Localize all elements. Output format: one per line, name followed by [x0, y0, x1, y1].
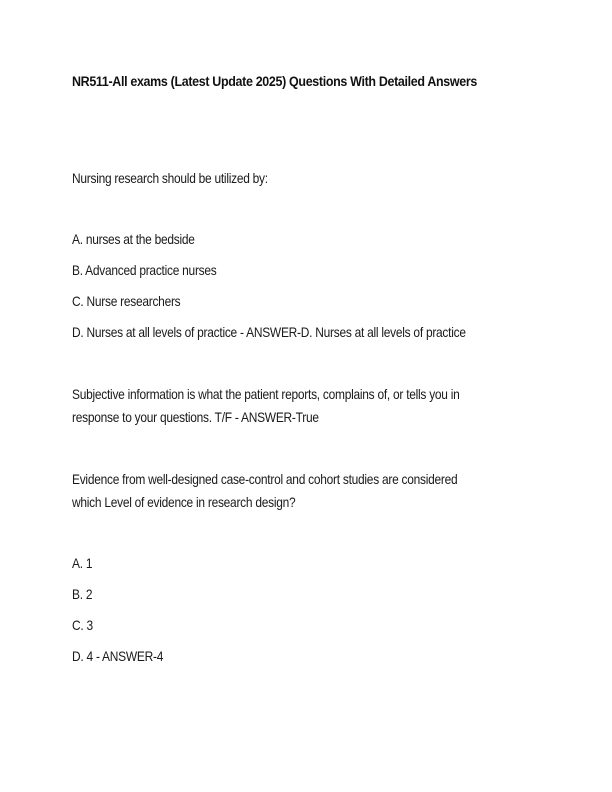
- question-1-option-b: B. Advanced practice nurses: [72, 263, 217, 278]
- question-1-text: Nursing research should be utilized by:: [72, 171, 268, 186]
- question-3-option-c: C. 3: [72, 618, 93, 633]
- question-3-option-a: A. 1: [72, 556, 93, 571]
- question-3-option-d-answer: D. 4 - ANSWER-4: [72, 649, 164, 664]
- question-2-text-line-1: Subjective information is what the patient reports, complains of, or tells you in: [72, 387, 460, 402]
- question-3-text-line-2: which Level of evidence in research design?: [72, 495, 296, 510]
- question-2-text-line-2-answer: response to your questions. T/F - ANSWER-True: [72, 410, 319, 425]
- question-1-option-c: C. Nurse researchers: [72, 294, 181, 309]
- question-1-option-d-answer: D. Nurses at all levels of practice - ANSWER-D. Nurses at all levels of practice: [72, 325, 466, 340]
- question-3-option-b: B. 2: [72, 587, 93, 602]
- document-title: NR511-All exams (Latest Update 2025) Questions With Detailed Answers: [72, 74, 478, 89]
- question-3-text-line-1: Evidence from well-designed case-control and cohort studies are considered: [72, 472, 458, 487]
- question-1-option-a: A. nurses at the bedside: [72, 232, 195, 247]
